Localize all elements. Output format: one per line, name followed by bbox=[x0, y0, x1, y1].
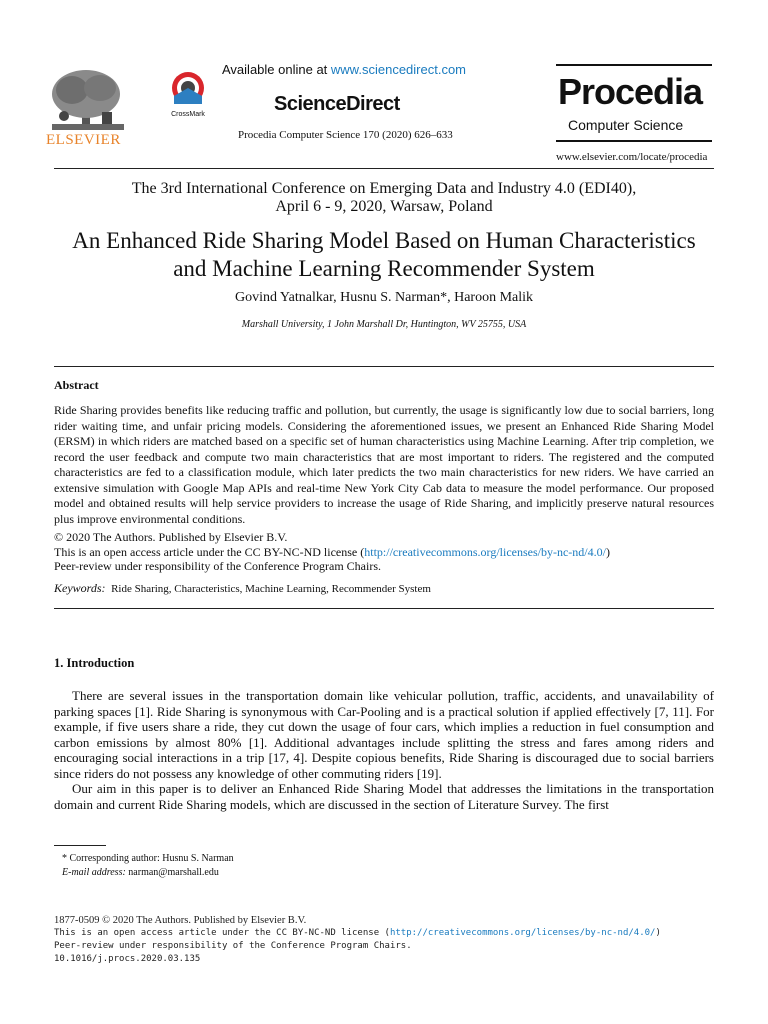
keywords bbox=[54, 581, 431, 596]
footer-license-line: This is an open access article under the CC BY-NC-ND license (http://creativecommons.org/licenses/by-nc-nd/4.0/) bbox=[54, 928, 661, 938]
sciencedirect-link[interactable]: www.sciencedirect.com bbox=[330, 62, 467, 77]
section-heading-introduction: 1. Introduction bbox=[54, 656, 135, 670]
journal-url[interactable]: www.elsevier.com/locate/procedia bbox=[556, 151, 708, 163]
intro-paragraph-2: Our aim in this paper is to deliver an Enhanced Ride Sharing Model that addresses the limitations in the transportation domain and current Ride Sharing models, which are discussed in the section of Literature Survey. The first bbox=[54, 781, 714, 812]
journal-reference: Procedia Computer Science 170 (2020) 626–633 bbox=[238, 129, 453, 141]
sciencedirect-brand: ScienceDirect bbox=[274, 93, 400, 115]
footnote bbox=[62, 852, 234, 879]
header-divider bbox=[54, 168, 714, 169]
copyright-line: © 2020 The Authors. Published by Elsevier B.V. bbox=[54, 530, 288, 544]
abstract-body: Ride Sharing provides benefits like reducing traffic and pollution, but currently, the usage is significantly low due to social barriers, long rider waiting time, and unfair pricing models. Considering the aforementioned issues, we present an Enhanced Ride Sharing Model (ERSM) in which riders are matched based on a specific set of human characteristics using Machine Learning. After trip completion, we record the user feedback and compute two main characteristics that are most important to riders. The registered and the computed characteristics are fed to a classification module, which later predicts the two main characteristics for new riders. We have carried an extensive simulation with Google Map APIs and real-time New York City Cab data to measure the model performance. Our proposed model and obtained results will help service providers to increase the usage of Ride Sharing, and implicitly preserve natural resources plus improve environmental conditions. bbox=[54, 403, 714, 526]
peer-review-line: Peer-review under responsibility of the Conference Program Chairs. bbox=[54, 559, 381, 573]
license-link[interactable]: http://creativecommons.org/licenses/by-nc-nd/4.0/ bbox=[364, 544, 606, 559]
license-line: This is an open access article under the CC BY-NC-ND license (http://creativecommons.org/licenses/by-nc-nd/4.0/) bbox=[54, 544, 610, 559]
paper-title-line-1: An Enhanced Ride Sharing Model Based on Human Characteristics bbox=[72, 228, 696, 253]
copyright-block bbox=[54, 530, 714, 574]
abstract-heading: Abstract bbox=[54, 378, 99, 392]
doi[interactable]: 10.1016/j.procs.2020.03.135 bbox=[54, 954, 201, 964]
footer-peer-review: Peer-review under responsibility of the Conference Program Chairs. bbox=[54, 941, 412, 951]
page-footer bbox=[54, 914, 661, 966]
keywords-label: Keywords: bbox=[54, 581, 106, 595]
paper-title-line-2: and Machine Learning Recommender System bbox=[173, 256, 595, 281]
procedia-title: Procedia bbox=[558, 71, 703, 112]
email-line: E-mail address: narman@marshall.edu bbox=[62, 866, 219, 878]
elsevier-wordmark: ELSEVIER bbox=[46, 132, 121, 148]
abstract-top-rule bbox=[54, 366, 714, 367]
intro-paragraph-1: There are several issues in the transportation domain like vehicular pollution, traffic, accidents, and unavailability of parking spaces [1]. Ride Sharing is synonymous with Car-Pooling and is a practical solution if applied effectively [7, 11]. For example, if five users share a ride, they cut down the usage of four cars, which implies a reduction in fuel consumption and carbon emissions by almost 80% [1]. Additional advantages include splitting the stress and fares among riders and encouraging social interactions in a trip [17, 4]. Despite copious benefits, Ride Sharing is discouraged due to social barriers since riders do not possess any knowledge of other commuting riders [19]. bbox=[54, 688, 714, 781]
crossmark-icon[interactable] bbox=[166, 70, 210, 120]
introduction-body bbox=[54, 688, 714, 812]
footer-license-link[interactable]: http://creativecommons.org/licenses/by-nc-nd/4.0/ bbox=[389, 928, 656, 938]
issn-line: 1877-0509 © 2020 The Authors. Published by Elsevier B.V. bbox=[54, 915, 307, 926]
affiliation: Marshall University, 1 John Marshall Dr, Huntington, WV 25755, USA bbox=[241, 319, 527, 330]
conference-line-1: The 3rd International Conference on Emerging Data and Industry 4.0 (EDI40), bbox=[131, 180, 637, 197]
footnote-rule bbox=[54, 845, 106, 846]
abstract-bottom-rule bbox=[54, 608, 714, 609]
available-prefix: Available online at bbox=[222, 62, 331, 77]
email-address[interactable]: narman@marshall.edu bbox=[128, 866, 219, 878]
crossmark-label: CrossMark bbox=[171, 111, 205, 118]
procedia-subtitle: Computer Science bbox=[568, 117, 684, 133]
keywords-value: Ride Sharing, Characteristics, Machine Learning, Recommender System bbox=[111, 583, 431, 595]
corresponding-author: * Corresponding author: Husnu S. Narman bbox=[62, 853, 234, 864]
conference-line-2: April 6 - 9, 2020, Warsaw, Poland bbox=[275, 198, 493, 215]
authors: Govind Yatnalkar, Husnu S. Narman*, Haroon Malik bbox=[234, 290, 534, 305]
available-online bbox=[222, 62, 466, 77]
